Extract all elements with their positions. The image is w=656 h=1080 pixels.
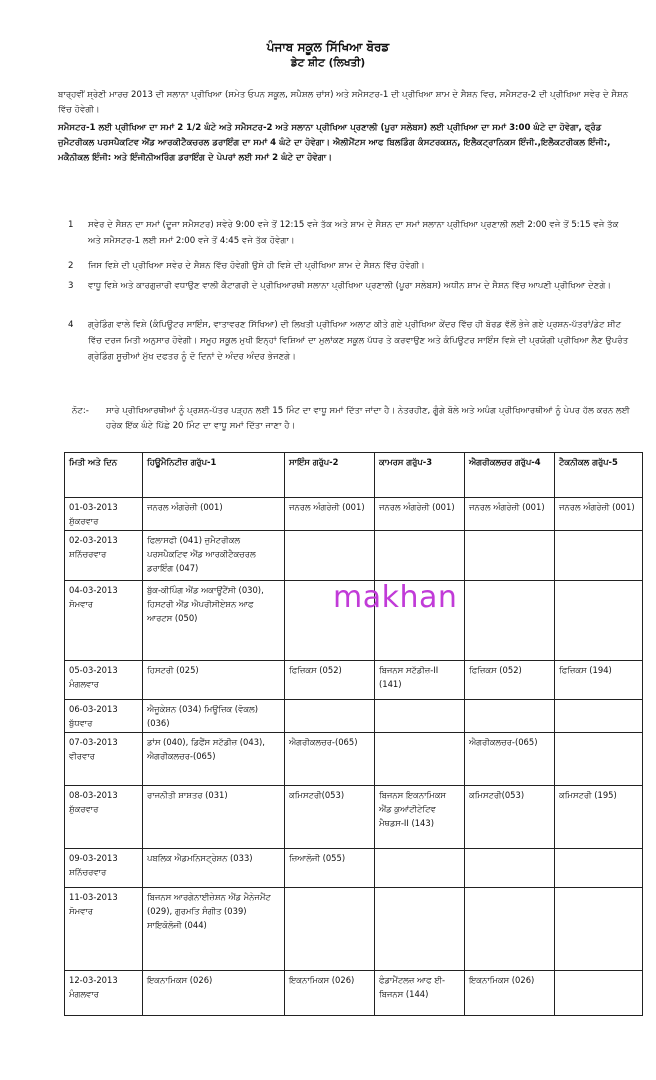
science-cell: ਜਨਰਲ ਅੰਗਰੇਜ਼ੀ (001) <box>285 498 375 531</box>
technical-cell <box>555 531 643 581</box>
date-cell <box>65 700 143 733</box>
technical-cell <box>555 971 643 1016</box>
date-cell <box>65 581 143 661</box>
makhan-watermark: makhan <box>333 580 458 615</box>
day-text: ਵੀਰਵਾਰ <box>69 751 95 761</box>
science-cell <box>285 888 375 971</box>
commerce-cell: ਬਿਜਨਸ ਸਟੱਡੀਜ਼-II (141) <box>375 661 465 700</box>
science-cell <box>285 700 375 733</box>
humanities-cell: ਬੁੱਕ-ਕੀਪਿੰਗ ਐਂਡ ਅਕਾਊਂਟੈਂਸੀ (030), ਹਿਸਟਰੀ ਐਂਡ ਐਪਰੀਸੀਏਸ਼ਨ ਆਫ ਆਰਟਸ (050) <box>143 581 285 661</box>
humanities-cell: ਫਿਲਾਸਫੀ (041) ਜੁਮੈਟਰੀਕਲ ਪਰਸਪੈਕਟਿਵ ਐਂਡ ਆਰਕੀਟੈਕਚਰਲ ਡਰਾਇੰਗ (047) <box>143 531 285 581</box>
note-text: ਸਾਰੇ ਪ੍ਰੀਖਿਆਰਥੀਆਂ ਨੂੰ ਪ੍ਰਸ਼ਨ-ਪੱਤਰ ਪੜ੍ਹਨ ਲਈ 15 ਮਿੰਟ ਦਾ ਵਾਧੂ ਸਮਾਂ ਦਿੱਤਾ ਜਾਂਦਾ ਹੈ। ਨੇਤਰਹੀਣ, ਗੂੰਗੇ ਬੋਲੇ ਅਤੇ ਅਪੰਗ ਪ੍ਰੀਖਿਆਰਥੀਆਂ ਨੂੰ ਪੇਪਰ ਹੱਲ ਕਰਨ ਲਈ ਹਰੇਕ ਇੱਕ ਘੰਟੇ ਪਿੱਛੇ 20 ਮਿੰਟ ਦਾ ਵਾਧੂ ਸਮਾਂ ਦਿੱਤਾ ਜਾਣਾ ਹੈ। <box>106 406 630 431</box>
commerce-cell <box>375 531 465 581</box>
day-text: ਸ਼ੁੱਕਰਵਾਰ <box>69 804 99 814</box>
header-date-day: ਮਿਤੀ ਅਤੇ ਦਿਨ <box>65 453 143 498</box>
date-text: 04-03-2013 <box>69 585 118 595</box>
agriculture-cell: ਫਿਜ਼ਿਕਸ (052) <box>465 661 555 700</box>
date-cell <box>65 661 143 700</box>
instruction-number: 2 <box>68 261 74 271</box>
humanities-cell: ਬਿਜਨਸ ਆਰਗੇਨਾਈਜ਼ੇਸ਼ਨ ਐਂਡ ਮੈਨੇਜਮੈਂਟ (029), ਗੁਰਮਤਿ ਸੰਗੀਤ (039) ਸਾਇਕੋਲੋਜੀ (044) <box>143 888 285 971</box>
science-cell: ਫਿਜ਼ਿਕਸ (052) <box>285 661 375 700</box>
commerce-cell <box>375 849 465 888</box>
humanities-cell: ਹਿਸਟਰੀ (025) <box>143 661 285 700</box>
table-row <box>65 971 643 1016</box>
commerce-cell <box>375 733 465 786</box>
commerce-cell <box>375 888 465 971</box>
date-cell <box>65 888 143 971</box>
table-row <box>65 498 643 531</box>
technical-cell <box>555 581 643 661</box>
instruction-number: 1 <box>68 220 74 230</box>
datesheet-subtitle: ਡੇਟ ਸ਼ੀਟ (ਲਿਖਤੀ) <box>290 57 366 69</box>
header-science-group: ਸਾਇੰਸ ਗਰੁੱਪ-2 <box>285 453 375 498</box>
date-cell <box>65 733 143 786</box>
date-text: 06-03-2013 <box>69 704 118 714</box>
agriculture-cell <box>465 849 555 888</box>
technical-cell: ਫਿਜ਼ਿਕਸ (194) <box>555 661 643 700</box>
table-row <box>65 700 643 733</box>
header-agriculture-group: ਐਗਰੀਕਲਚਰ ਗਰੁੱਪ-4 <box>465 453 555 498</box>
science-cell: ਜ਼ਿਆਲੋਜੀ (055) <box>285 849 375 888</box>
instruction-text: ਗ੍ਰੇਡਿੰਗ ਵਾਲੇ ਵਿਸ਼ੇ (ਕੰਪਿਊਟਰ ਸਾਇੰਸ, ਵਾਤਾਵਰਣ ਸਿੱਖਿਆ) ਦੀ ਲਿਖਤੀ ਪ੍ਰੀਖਿਆ ਅਲਾਟ ਕੀਤੇ ਗਏ ਪ੍ਰੀਖਿਆ ਕੇਂਦਰ ਵਿੱਚ ਹੀ ਬੋਰਡ ਵੱਲੋਂ ਭੇਜੇ ਗਏ ਪ੍ਰਸ਼ਨ-ਪੱਤਰਾਂ/ਡੇਟ ਸ਼ੀਟ ਵਿੱਚ ਦਰਜ ਮਿਤੀ ਅਨੁਸਾਰ ਹੋਵੇਗੀ। ਸਮੂਹ ਸਕੂਲ ਮੁਖੀ ਇਨ੍ਹਾਂ ਵਿਸ਼ਿਆਂ ਦਾ ਮੁਲਾਂਕਣ ਸਕੂਲ ਪੱਧਰ ਤੇ ਕਰਵਾਉਣ ਅਤੇ ਕੰਪਿਊਟਰ ਸਾਇੰਸ ਵਿਸ਼ੇ ਦੀ ਪ੍ਰਯੋਗੀ ਪ੍ਰੀਖਿਆ ਲੈਣ ਉਪਰੰਤ ਗ੍ਰੇਡਿੰਗ ਸੂਚੀਆਂ ਮੁੱਖ ਦਫਤਰ ਨੂੰ ਦੋ ਦਿਨਾਂ ਦੇ ਅੰਦਰ ਅੰਦਰ ਭੇਜਣਗੇ। <box>88 320 629 362</box>
date-text: 08-03-2013 <box>69 790 118 800</box>
science-cell: ਕਮਿਸਟਰੀ(053) <box>285 786 375 849</box>
board-title: ਪੰਜਾਬ ਸਕੂਲ ਸਿੱਖਿਆ ਬੋਰਡ <box>266 40 390 54</box>
humanities-cell: ਡਾਂਸ (040), ਡਿਫੈਂਸ ਸਟੱਡੀਜ਼ (043), ਐਗਰੀਕਲਚਰ-(065) <box>143 733 285 786</box>
commerce-cell <box>375 700 465 733</box>
agriculture-cell <box>465 531 555 581</box>
instruction-text: ਜਿਸ ਵਿਸ਼ੇ ਦੀ ਪ੍ਰੀਖਿਆ ਸਵੇਰ ਦੇ ਸੈਸ਼ਨ ਵਿੱਚ ਹੋਵੇਗੀ ਉਸੇ ਹੀ ਵਿਸ਼ੇ ਦੀ ਪ੍ਰੀਖਿਆ ਸ਼ਾਮ ਦੇ ਸੈਸ਼ਨ ਵਿੱਚ ਹੋਵੇਗੀ। <box>88 261 425 271</box>
header-commerce-group: ਕਾਮਰਸ ਗਰੁੱਪ-3 <box>375 453 465 498</box>
commerce-cell: ਬਿਜਨਸ ਇਕਨਾਮਿਕਸ ਐਂਡ ਕੁਆਂਟੀਟੇਟਿਵ ਮੈਥਡਸ-II (143) <box>375 786 465 849</box>
science-cell <box>285 531 375 581</box>
date-cell <box>65 786 143 849</box>
intro-paragraph-1: ਬਾਰ੍ਹਵੀਂ ਸ਼੍ਰੇਣੀ ਮਾਰਚ 2013 ਦੀ ਸਲਾਨਾ ਪ੍ਰੀਖਿਆ (ਸਮੇਤ ਓਪਨ ਸਕੂਲ, ਸਪੈਸ਼ਲ ਚਾਂਸ) ਅਤੇ ਸਮੈਸਟਰ-1 ਦੀ ਪ੍ਰੀਖਿਆ ਸ਼ਾਮ ਦੇ ਸੈਸ਼ਨ ਵਿਚ, ਸਮੈਸਟਰ-2 ਦੀ ਪ੍ਰੀਖਿਆ ਸਵੇਰ ਦੇ ਸੈਸ਼ਨ ਵਿੱਚ ਹੋਵੇਗੀ। <box>58 90 629 115</box>
technical-cell: ਕਮਿਸਟਰੀ (195) <box>555 786 643 849</box>
table-header-row <box>65 453 643 498</box>
agriculture-cell <box>465 581 555 661</box>
agriculture-cell <box>465 700 555 733</box>
technical-cell <box>555 733 643 786</box>
humanities-cell: ਇਕਨਾਮਿਕਸ (026) <box>143 971 285 1016</box>
day-text: ਸ਼ਨਿੱਚਰਵਾਰ <box>69 549 107 559</box>
humanities-cell: ਐਜੂਕੇਸ਼ਨ (034) ਮਿਊਜ਼ਿਕ (ਵੋਕਲ) (036) <box>143 700 285 733</box>
table-row <box>65 661 643 700</box>
agriculture-cell: ਜਨਰਲ ਅੰਗਰੇਜ਼ੀ (001) <box>465 498 555 531</box>
technical-cell <box>555 888 643 971</box>
table-row <box>65 888 643 971</box>
date-cell <box>65 971 143 1016</box>
header-technical-group: ਟੈਕਨੀਕਲ ਗਰੁੱਪ-5 <box>555 453 643 498</box>
day-text: ਸ਼ਨਿੱਚਰਵਾਰ <box>69 867 107 877</box>
instruction-number: 3 <box>68 281 74 291</box>
table-row <box>65 531 643 581</box>
agriculture-cell <box>465 888 555 971</box>
table-row <box>65 849 643 888</box>
day-text: ਸੋਮਵਾਰ <box>69 599 93 609</box>
date-cell <box>65 849 143 888</box>
day-text: ਮੰਗਲਵਾਰ <box>69 989 99 999</box>
day-text: ਸੋਮਵਾਰ <box>69 906 93 916</box>
date-cell <box>65 498 143 531</box>
humanities-cell: ਪਬਲਿਕ ਐਡਮਨਿਸਟ੍ਰੇਸ਼ਨ (033) <box>143 849 285 888</box>
date-text: 11-03-2013 <box>69 892 118 902</box>
day-text: ਸ਼ੁੱਕਰਵਾਰ <box>69 516 99 526</box>
commerce-cell: ਜਨਰਲ ਅੰਗਰੇਜ਼ੀ (001) <box>375 498 465 531</box>
date-text: 07-03-2013 <box>69 737 118 747</box>
day-text: ਬੁੱਧਵਾਰ <box>69 718 93 728</box>
date-text: 05-03-2013 <box>69 665 118 675</box>
commerce-cell: ਫੰਡਾਮੈਂਟਲਜ਼ ਆਫ ਈ-ਬਿਜਨਸ (144) <box>375 971 465 1016</box>
instruction-text: ਵਾਧੂ ਵਿਸ਼ੇ ਅਤੇ ਕਾਰਗੁਜ਼ਾਰੀ ਵਧਾਉਣ ਵਾਲੀ ਕੈਟਾਗਰੀ ਦੇ ਪ੍ਰੀਖਿਆਰਥੀ ਸਲਾਨਾ ਪ੍ਰੀਖਿਆ ਪ੍ਰਣਾਲੀ (ਪੂਰਾ ਸਲੇਬਸ) ਅਧੀਨ ਸ਼ਾਮ ਦੇ ਸੈਸ਼ਨ ਵਿੱਚ ਆਪਣੀ ਪ੍ਰੀਖਿਆ ਦੇਣਗੇ। <box>88 281 612 291</box>
instruction-number: 4 <box>68 320 74 330</box>
agriculture-cell: ਕਮਿਸਟਰੀ(053) <box>465 786 555 849</box>
intro-paragraph-2: ਸਮੈਸਟਰ-1 ਲਈ ਪ੍ਰੀਖਿਆ ਦਾ ਸਮਾਂ 2 1/2 ਘੰਟੇ ਅਤੇ ਸਮੈਸਟਰ-2 ਅਤੇ ਸਲਾਨਾ ਪ੍ਰੀਖਿਆ ਪ੍ਰਣਾਲੀ (ਪੂਰਾ ਸਲੇਬਸ) ਲਈ ਪ੍ਰੀਖਿਆ ਦਾ ਸਮਾਂ 3:00 ਘੰਟੇ ਦਾ ਹੋਵੇਗਾ, ਫ੍ਰੰਡ ਜੁਮੈਟਰੀਕਲ ਪਰਸਪੈਕਟਿਵ ਐਂਡ ਆਰਕੀਟੈਕਚਰਲ ਡਰਾਇੰਗ ਦਾ ਸਮਾਂ 4 ਘੰਟੇ ਦਾ ਹੋਵੇਗਾ। ਐਲੀਮੈਂਟਸ ਆਫ ਬਿਲਡਿੰਗ ਕੰਸਟਰਕਸ਼ਨ, ਇਲੈਕਟ੍ਰਾਨਿਕਸ ਇੰਜੀ.,ਇਲੈਕਟਰੀਕਲ ਇੰਜੀ:, ਮਕੈਨੀਕਲ ਇੰਜੀ: ਅਤੇ ਇੰਜੀਨੀਅਰਿੰਗ ਡਰਾਇੰਗ ਦੇ ਪੇਪਰਾਂ ਲਈ ਸਮਾਂ 2 ਘੰਟੇ ਦਾ ਹੋਵੇਗਾ। <box>58 123 611 163</box>
technical-cell: ਜਨਰਲ ਅੰਗਰੇਜ਼ੀ (001) <box>555 498 643 531</box>
date-text: 02-03-2013 <box>69 535 118 545</box>
table-row <box>65 786 643 849</box>
header-humanities-group: ਹਿਊਮੈਨਿਟੀਜ਼ ਗਰੁੱਪ-1 <box>143 453 285 498</box>
humanities-cell: ਰਾਜਨੀਤੀ ਸ਼ਾਸ਼ਤਰ (031) <box>143 786 285 849</box>
science-cell: ਐਗਰੀਕਲਚਰ-(065) <box>285 733 375 786</box>
date-text: 12-03-2013 <box>69 975 118 985</box>
day-text: ਮੰਗਲਵਾਰ <box>69 679 99 689</box>
agriculture-cell: ਇਕਨਾਮਿਕਸ (026) <box>465 971 555 1016</box>
humanities-cell: ਜਨਰਲ ਅੰਗਰੇਜ਼ੀ (001) <box>143 498 285 531</box>
note-label: ਨੋਟ:- <box>72 406 89 416</box>
agriculture-cell: ਐਗਰੀਕਲਚਰ-(065) <box>465 733 555 786</box>
table-row <box>65 733 643 786</box>
technical-cell <box>555 700 643 733</box>
instruction-text: ਸਵੇਰ ਦੇ ਸੈਸ਼ਨ ਦਾ ਸਮਾਂ (ਦੂਜਾ ਸਮੈਸਟਰ) ਸਵੇਰੇ 9:00 ਵਜੇ ਤੋਂ 12:15 ਵਜੇ ਤੱਕ ਅਤੇ ਸ਼ਾਮ ਦੇ ਸੈਸ਼ਨ ਦਾ ਸਮਾਂ ਸਲਾਨਾ ਪ੍ਰੀਖਿਆ ਪ੍ਰਣਾਲੀ ਲਈ 2:00 ਵਜੇ ਤੋਂ 5:15 ਵਜੇ ਤੱਕ ਅਤੇ ਸਮੈਸਟਰ-1 ਲਈ ਸਮਾਂ 2:00 ਵਜੇ ਤੋਂ 4:45 ਵਜੇ ਤੱਕ ਹੋਵੇਗਾ। <box>88 220 619 246</box>
technical-cell <box>555 849 643 888</box>
date-cell <box>65 531 143 581</box>
date-text: 09-03-2013 <box>69 853 118 863</box>
date-sheet-table <box>64 452 643 1016</box>
date-text: 01-03-2013 <box>69 502 118 512</box>
science-cell: ਇਕਨਾਮਿਕਸ (026) <box>285 971 375 1016</box>
